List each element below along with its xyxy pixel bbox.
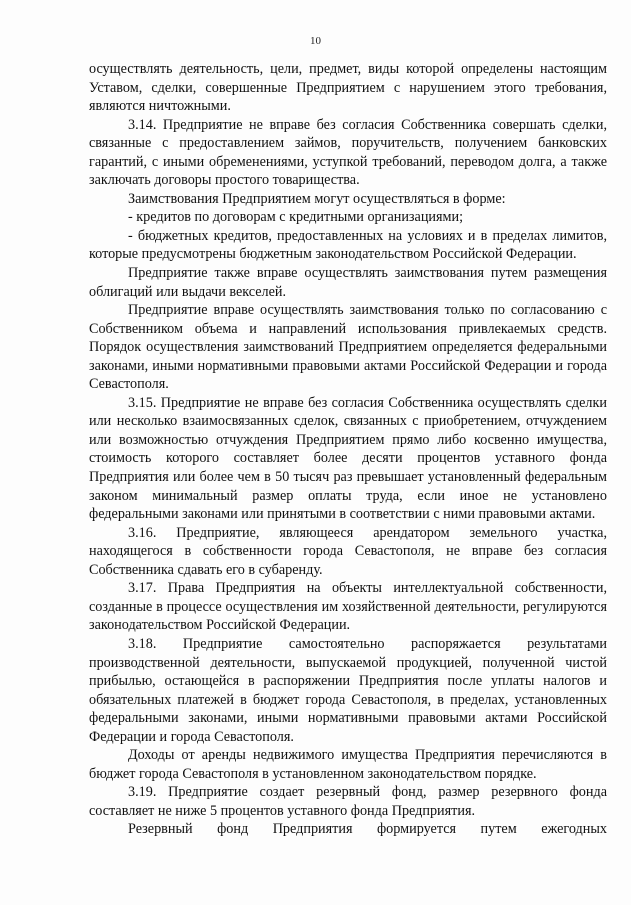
paragraph-3-18: 3.18. Предприятие самостоятельно распоряжается результатами производственной деятельности, выпускаемой продукцией, полученной чистой прибылью, остающейся в распоряжении Предприятия после уплаты налогов и обязательных платежей в бюджет города Севастополя, в пределах, установленных федеральными законами, иными нормативными правовыми актами Российской Федерации и города Севастополя. <box>89 635 607 745</box>
paragraph-bonds: Предприятие также вправе осуществлять заимствования путем размещения облигаций или выдачи векселей. <box>89 265 607 300</box>
paragraph-3-14: 3.14. Предприятие не вправе без согласия Собственника совершать сделки, связанные с предоставлением займов, поручительств, получением банковских гарантий, с иными обременениями, уступкой требований, переводом долга, а также заключать договоры простого товарищества. <box>89 116 607 189</box>
paragraph-3-17: 3.17. Права Предприятия на объекты интеллектуальной собственности, созданные в процессе осуществления им хозяйственной деятельности, регулируются законодательством Российской Федерации. <box>89 580 607 634</box>
paragraph-3-16: 3.16. Предприятие, являющееся арендатором земельного участка, находящегося в собственности города Севастополя, не вправе без согласия Собственника сдавать его в субаренду. <box>89 524 607 578</box>
paragraph-rent-income: Доходы от аренды недвижимого имущества Предприятия перечисляются в бюджет города Севастополя в установленном законодательством порядке. <box>89 747 607 782</box>
page-number: 10 <box>310 35 321 47</box>
paragraph-borrowing-approval: Предприятие вправе осуществлять заимствования только по согласованию с Собственником объема и направлений использования привлекаемых средств. Порядок осуществления заимствований Предприятием определяется федеральными законами, иными нормативными правовыми актами Российской Федерации и города Севастополя. <box>89 302 607 393</box>
paragraph-continuation: осуществлять деятельность, цели, предмет, виды которой определены настоящим Уставом, сделки, совершенные Предприятием с нарушением этого требования, являются ничтожными. <box>89 61 607 115</box>
paragraph-3-15: 3.15. Предприятие не вправе без согласия Собственника осуществлять сделки или несколько взаимосвязанных сделок, связанных с приобретением, отчуждением или возможностью отчуждения Предприятием прямо либо косвенно имущества, стоимость которого составляет более десяти процентов уставного фонда Предприятия или более чем в 50 тысяч раз превышает установленный федеральным законом минимальный размер оплаты труда, если иное не установлено федеральными законами или принятыми в соответствии с ними правовыми актами. <box>89 394 607 523</box>
paragraph-3-19: 3.19. Предприятие создает резервный фонд, размер резервного фонда составляет не ниже 5 процентов уставного фонда Предприятия. <box>89 784 607 819</box>
list-item-credits: - кредитов по договорам с кредитными организациями; <box>128 209 464 226</box>
paragraph-reserve-fund: Резервный фонд Предприятия формируется путем ежегодных <box>128 821 607 838</box>
paragraph-borrowing-forms: Заимствования Предприятием могут осуществляться в форме: <box>128 190 506 207</box>
list-item-budget-credits: - бюджетных кредитов, предоставленных на условиях и в пределах лимитов, которые предусмотрены бюджетным законодательством Российской Федерации. <box>89 227 607 263</box>
document-body <box>89 60 607 839</box>
